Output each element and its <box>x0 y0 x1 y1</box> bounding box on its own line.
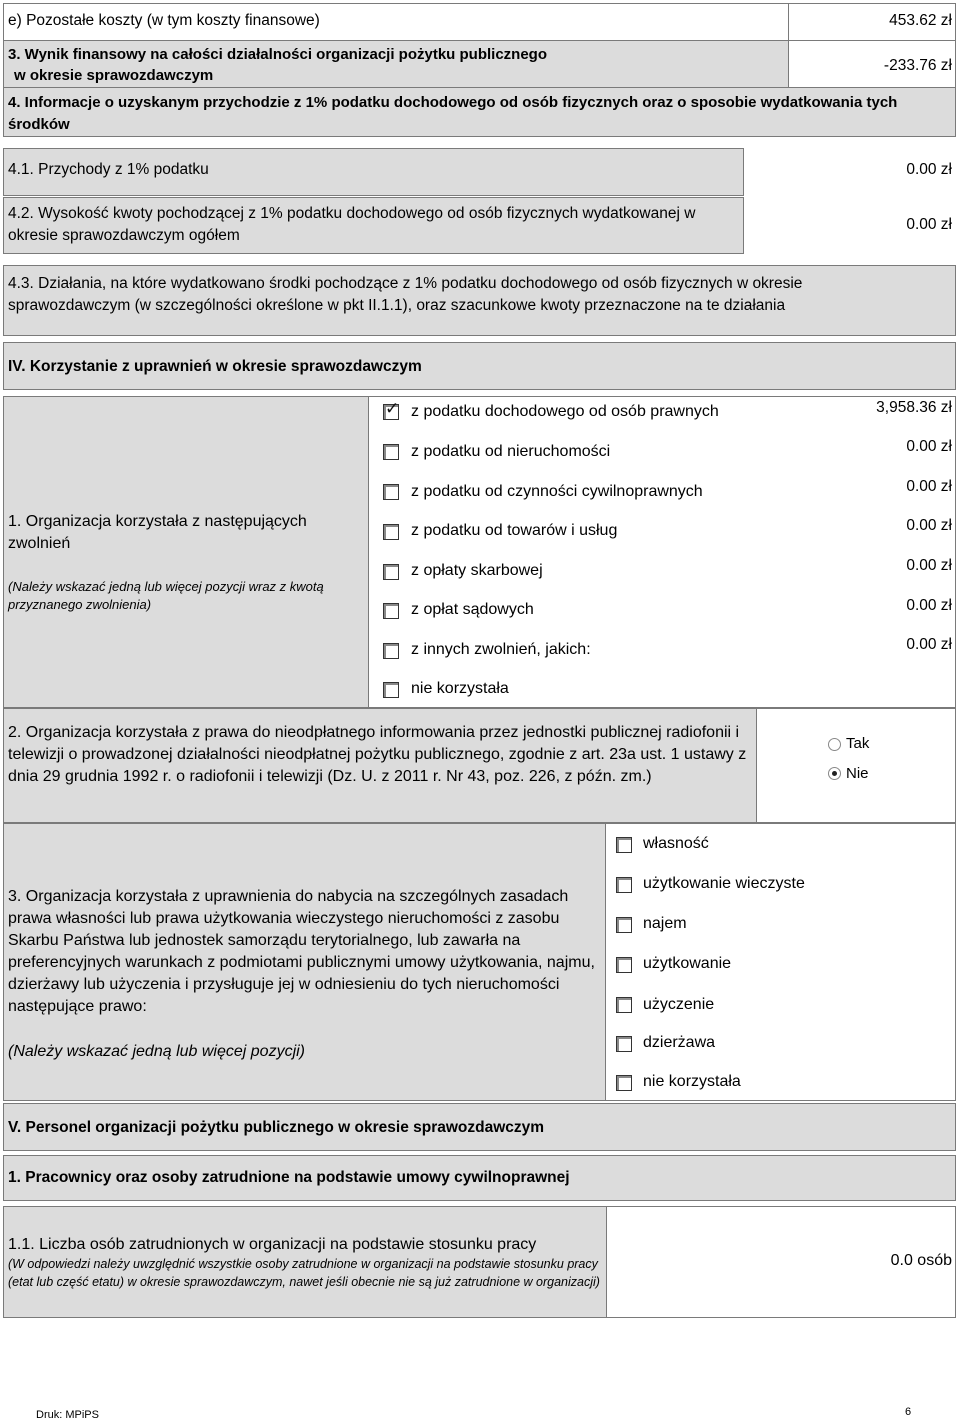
spent-one-percent-value: 0.00 zł <box>906 216 952 233</box>
financial-result-label-line1: 3. Wynik finansowy na całości działalności organizacji pożytku publicznego <box>8 46 548 63</box>
right-checkbox-tenancy[interactable] <box>616 1036 632 1052</box>
exemption-value-stamp-duty: 0.00 zł <box>906 557 952 574</box>
q3-hint: (Należy wskazać jedną lub więcej pozycji) <box>8 1043 306 1060</box>
other-costs-label: e) Pozostałe koszty (w tym koszty finansowe) <box>8 12 320 29</box>
q2-label: 2. Organizacja korzystała z prawa do nieodpłatnego informowania przez jednostki publicznej radiofonii i telewizji o prowadzonej działalności nieodpłatnej pożytku publicznego, zgodnie z art. 23a ust. 1 ustawy z dnia 29 grudnia 1992 r. o radiofonii i telewizji (Dz. U. z 2011 r. Nr 43, poz. 226, z późn. zm.) <box>8 724 747 785</box>
section-iv-title: IV. Korzystanie z uprawnień w okresie sprawozdawczym <box>8 358 422 375</box>
right-label-ownership: własność <box>643 835 709 852</box>
radio-nie[interactable] <box>828 767 841 780</box>
income-one-percent-label: 4.1. Przychody z 1% podatku <box>8 161 209 178</box>
exemption-checkbox-vat[interactable] <box>383 524 399 540</box>
exemption-value-property-tax: 0.00 zł <box>906 438 952 455</box>
exemption-checkbox-civil-law-tax[interactable] <box>383 484 399 500</box>
footer-page-number: 6 <box>905 1406 912 1418</box>
exemption-value-civil-law-tax: 0.00 zł <box>906 478 952 495</box>
exemption-value-cit: 3,958.36 zł <box>876 399 952 416</box>
exemption-value-vat: 0.00 zł <box>906 517 952 534</box>
right-checkbox-lease[interactable] <box>616 917 632 933</box>
right-label-lending: użyczenie <box>643 996 715 1013</box>
right-label-tenancy: dzierżawa <box>643 1034 716 1051</box>
other-costs-value: 453.62 zł <box>889 12 952 29</box>
exemption-checkbox-cit[interactable] <box>383 404 399 420</box>
section-v-title: V. Personel organizacji pożytku publicznego w okresie sprawozdawczym <box>8 1119 545 1136</box>
section-v-sub1-title: 1. Pracownicy oraz osoby zatrudnione na podstawie umowy cywilnoprawnej <box>8 1169 570 1186</box>
exemption-checkbox-property-tax[interactable] <box>383 444 399 460</box>
radio-tak[interactable] <box>828 738 841 751</box>
exemption-label-none: nie korzystała <box>411 680 509 697</box>
income-one-percent-value: 0.00 zł <box>906 161 952 178</box>
q11-value: 0.0 osób <box>890 1252 952 1269</box>
exemption-label-civil-law-tax: z podatku od czynności cywilnoprawnych <box>411 483 703 500</box>
footer-print-label: Druk: MPiPS <box>36 1409 99 1421</box>
actions-one-percent-label: 4.3. Działania, na które wydatkowano środki pochodzące z 1% podatku dochodowego od osób fizycznych w okresie sprawozdawczym (w szczególności określone w pkt II.1.1), oraz szacunkowe kwoty przeznaczone na te działania <box>8 275 803 314</box>
exemption-label-vat: z podatku od towarów i usług <box>411 522 618 539</box>
exemption-label-court-fees: z opłat sądowych <box>411 601 534 618</box>
spent-one-percent-label: 4.2. Wysokość kwoty pochodzącej z 1% podatku dochodowego od osób fizycznych wydatkowanej w okresie sprawozdawczym ogółem <box>8 205 696 244</box>
q11-label: 1.1. Liczba osób zatrudnionych w organizacji na podstawie stosunku pracy <box>8 1236 537 1253</box>
right-checkbox-none[interactable] <box>616 1075 632 1091</box>
exemption-checkbox-none[interactable] <box>383 682 399 698</box>
one-percent-header-label: 4. Informacje o uzyskanym przychodzie z 1% podatku dochodowego od osób fizycznych oraz o sposobie wydatkowania tych środków <box>8 94 898 133</box>
radio-tak-label: Tak <box>846 735 870 752</box>
exemption-value-other: 0.00 zł <box>906 636 952 653</box>
exemption-label-other: z innych zwolnień, jakich: <box>411 641 591 658</box>
q11-hint: (W odpowiedzi należy uwzględnić wszystkie osoby zatrudnione w organizacji na podstawie stosunku pracy (etat lub część etatu) w okresie sprawozdawczym, nawet jeśli obecnie nie są już zatrudnione w organizacji) <box>8 1257 600 1289</box>
right-checkbox-perpetual-usufruct[interactable] <box>616 877 632 893</box>
exemption-label-property-tax: z podatku od nieruchomości <box>411 443 611 460</box>
radio-nie-label: Nie <box>846 765 869 782</box>
right-label-none: nie korzystała <box>643 1073 741 1090</box>
right-label-usufruct: użytkowanie <box>643 955 732 972</box>
exemption-label-stamp-duty: z opłaty skarbowej <box>411 562 543 579</box>
q1-label: 1. Organizacja korzystała z następujących zwolnień <box>8 513 307 552</box>
right-checkbox-ownership[interactable] <box>616 837 632 853</box>
exemption-checkbox-stamp-duty[interactable] <box>383 564 399 580</box>
q1-hint: (Należy wskazać jedną lub więcej pozycji wraz z kwotą przyznanego zwolnienia) <box>8 579 324 612</box>
financial-result-label-line2: w okresie sprawozdawczym <box>14 67 214 84</box>
exemption-checkbox-other[interactable] <box>383 643 399 659</box>
right-label-perpetual-usufruct: użytkowanie wieczyste <box>643 875 805 892</box>
financial-result-value: -233.76 zł <box>883 57 952 74</box>
exemption-checkbox-court-fees[interactable] <box>383 603 399 619</box>
q3-label: 3. Organizacja korzystała z uprawnienia do nabycia na szczególnych zasadach prawa własności lub prawa użytkowania wieczystego nieruchomości z zasobu Skarbu Państwa lub jednostek samorządu terytorialnego, lub zawarła na preferencyjnych warunkach z podmiotami publicznymi umowy użytkowania, najmu, dzierżawy lub użyczenia i przysługuje jej w odniesieniu do tych nieruchomości następujące prawo: <box>8 888 595 1015</box>
exemption-value-court-fees: 0.00 zł <box>906 597 952 614</box>
exemption-label-cit: z podatku dochodowego od osób prawnych <box>411 403 719 420</box>
right-label-lease: najem <box>643 915 687 932</box>
right-checkbox-usufruct[interactable] <box>616 957 632 973</box>
right-checkbox-lending[interactable] <box>616 997 632 1013</box>
